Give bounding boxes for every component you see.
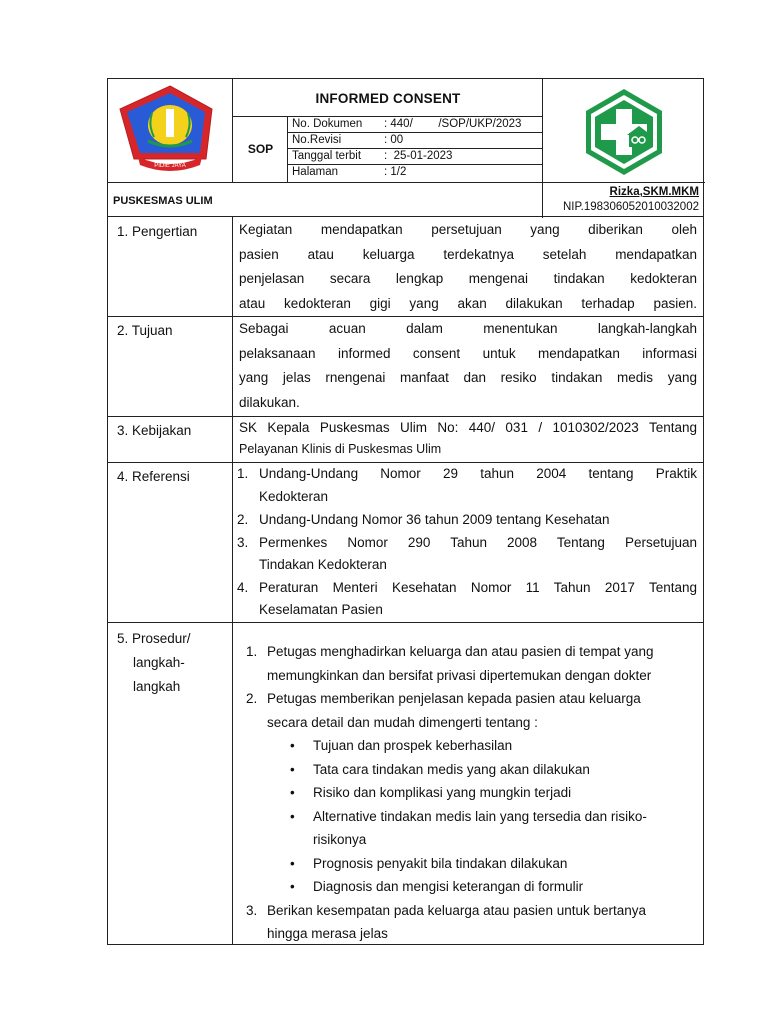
text-line: yang jelas rnengenai manfaat dan resiko tindakan medis yang xyxy=(239,370,697,385)
bullet-item xyxy=(246,758,698,782)
row-pengertian xyxy=(108,217,703,317)
section-label-line: langkah xyxy=(133,679,181,694)
reference-text-cont: Keselamatan Pasien xyxy=(259,602,383,617)
bullet-item xyxy=(246,781,698,805)
reference-text: Undang-Undang Nomor 36 tahun 2009 tentang Kesehatan xyxy=(259,512,610,527)
section-content xyxy=(239,218,697,316)
bullet-item xyxy=(246,805,698,852)
meta-row xyxy=(288,133,543,149)
row-prosedur xyxy=(108,622,703,945)
sop-label: SOP xyxy=(247,142,274,156)
bullet-text: Tata cara tindakan medis yang akan dilakukan xyxy=(313,761,590,777)
section-content xyxy=(239,317,697,415)
procedure-step xyxy=(246,687,698,734)
reference-text-cont: Tindakan Kedokteran xyxy=(259,557,387,572)
reference-text-cont: Kedokteran xyxy=(259,488,329,504)
bullet-text: Prognosis penyakit bila tindakan dilakukan xyxy=(313,855,568,871)
bullet-icon: • xyxy=(290,879,295,894)
step-number: 3. xyxy=(246,902,258,918)
meta-row xyxy=(288,149,543,165)
bullet-item xyxy=(246,875,698,899)
bullet-icon: • xyxy=(290,738,295,753)
puskesmas-name: PUSKESMAS ULIM xyxy=(113,194,213,207)
document-title: INFORMED CONSENT xyxy=(315,90,461,106)
puskesmas-logo xyxy=(543,79,705,183)
text-line: Sebagai acuan dalam menentukan langkah-langkah xyxy=(239,321,697,336)
meta-key: No. Dokumen xyxy=(292,118,363,130)
reference-number: 2. xyxy=(237,512,249,527)
meta-value: : 440/ /SOP/UKP/2023 xyxy=(384,118,522,130)
reference-item xyxy=(239,463,697,508)
text-line: Kegiatan mendapatkan persetujuan yang diberikan oleh xyxy=(239,222,697,237)
text-line: penjelasan secara lengkap mengenai tindakan kedokteran xyxy=(239,271,697,286)
bullet-text: Risiko dan komplikasi yang mungkin terjadi xyxy=(313,785,572,800)
reference-number: 3. xyxy=(237,534,249,550)
section-label: 3. Kebijakan xyxy=(117,423,192,438)
bullet-icon: • xyxy=(290,785,295,800)
step-text-cont: secara detail dan mudah dimengerti tentang : xyxy=(267,714,538,730)
meta-row xyxy=(288,117,543,133)
reference-number: 4. xyxy=(237,579,249,595)
reference-text: Peraturan Menteri Kesehatan Nomor 11 Tahun 2017 Tentang xyxy=(259,579,697,595)
row-referensi xyxy=(108,462,703,623)
bullet-text: Diagnosis dan mengisi keterangan di formulir xyxy=(313,879,584,894)
bullet-text: Tujuan dan prospek keberhasilan xyxy=(313,738,513,753)
text-line: SK Kepala Puskesmas Ulim No: 440/ 031 / 1010302/2023 Tentang xyxy=(239,420,697,435)
bullet-icon: • xyxy=(290,761,295,777)
reference-item xyxy=(239,532,697,577)
procedure-step xyxy=(246,899,698,946)
section-label-line: 5. Prosedur/ xyxy=(117,631,191,646)
signer-nip: NIP.198306052010032002 xyxy=(562,201,699,213)
text-line: pasien atau keluarga terdekatnya setelah mendapatkan xyxy=(239,246,697,262)
signer-name: Rizka,SKM.MKM xyxy=(609,186,699,198)
reference-list xyxy=(239,463,697,622)
row-tujuan xyxy=(108,316,703,417)
sop-body-table xyxy=(107,217,704,945)
text-line: Pelayanan Klinis di Puskesmas Ulim xyxy=(239,442,442,456)
step-number: 1. xyxy=(246,644,258,659)
bullet-text-cont: risikonya xyxy=(313,832,367,847)
bullet-icon: • xyxy=(290,855,295,871)
meta-row xyxy=(288,165,543,181)
step-text: Petugas menghadirkan keluarga dan atau pasien di tempat yang xyxy=(267,644,654,659)
bullet-item xyxy=(246,734,698,758)
meta-value: : 1/2 xyxy=(384,166,407,178)
meta-value: : 25-01-2023 xyxy=(384,150,453,162)
text-line: dilakukan. xyxy=(239,394,300,410)
section-label: 4. Referensi xyxy=(117,469,190,484)
step-number: 2. xyxy=(246,691,258,706)
procedure-step xyxy=(246,640,698,687)
bullet-icon: • xyxy=(290,808,295,824)
signer-block xyxy=(543,183,705,218)
section-label xyxy=(117,627,229,699)
section-label: 2. Tujuan xyxy=(117,323,173,338)
logo-banner-text: PIDIE JAYA xyxy=(154,163,186,169)
step-text-cont: memungkinkan dan bersifat privasi dipertemukan dengan dokter xyxy=(267,667,652,683)
bullet-item xyxy=(246,852,698,876)
text-line: atau kedokteran gigi yang akan dilakukan terhadap pasien. xyxy=(239,295,697,311)
reference-text: Permenkes Nomor 290 Tahun 2008 Tentang Persetujuan xyxy=(259,534,697,550)
bullet-text: Alternative tindakan medis lain yang tersedia dan risiko- xyxy=(313,808,647,824)
procedure-steps xyxy=(246,640,698,946)
meta-key: Tanggal terbit xyxy=(292,150,362,162)
step-text-cont: hingga merasa jelas xyxy=(267,926,388,941)
meta-key: Halaman xyxy=(292,166,339,178)
step-text: Petugas memberikan penjelasan kepada pasien atau keluarga xyxy=(267,691,641,706)
reference-item xyxy=(239,509,697,532)
district-logo xyxy=(108,79,233,183)
reference-number: 1. xyxy=(237,466,249,481)
section-label-line: langkah- xyxy=(133,655,185,670)
step-text: Berikan kesempatan pada keluarga atau pasien untuk bertanya xyxy=(267,902,647,918)
row-kebijakan xyxy=(108,416,703,463)
section-content xyxy=(239,417,697,460)
reference-text: Undang-Undang Nomor 29 tahun 2004 tentang Praktik xyxy=(259,466,697,481)
reference-item xyxy=(239,577,697,622)
text-line: pelaksanaan informed consent untuk mendapatkan informasi xyxy=(239,345,697,361)
section-label: 1. Pengertian xyxy=(117,224,198,239)
header-table xyxy=(107,78,704,217)
meta-value: : 00 xyxy=(384,134,404,146)
meta-key: No.Revisi xyxy=(292,134,342,146)
